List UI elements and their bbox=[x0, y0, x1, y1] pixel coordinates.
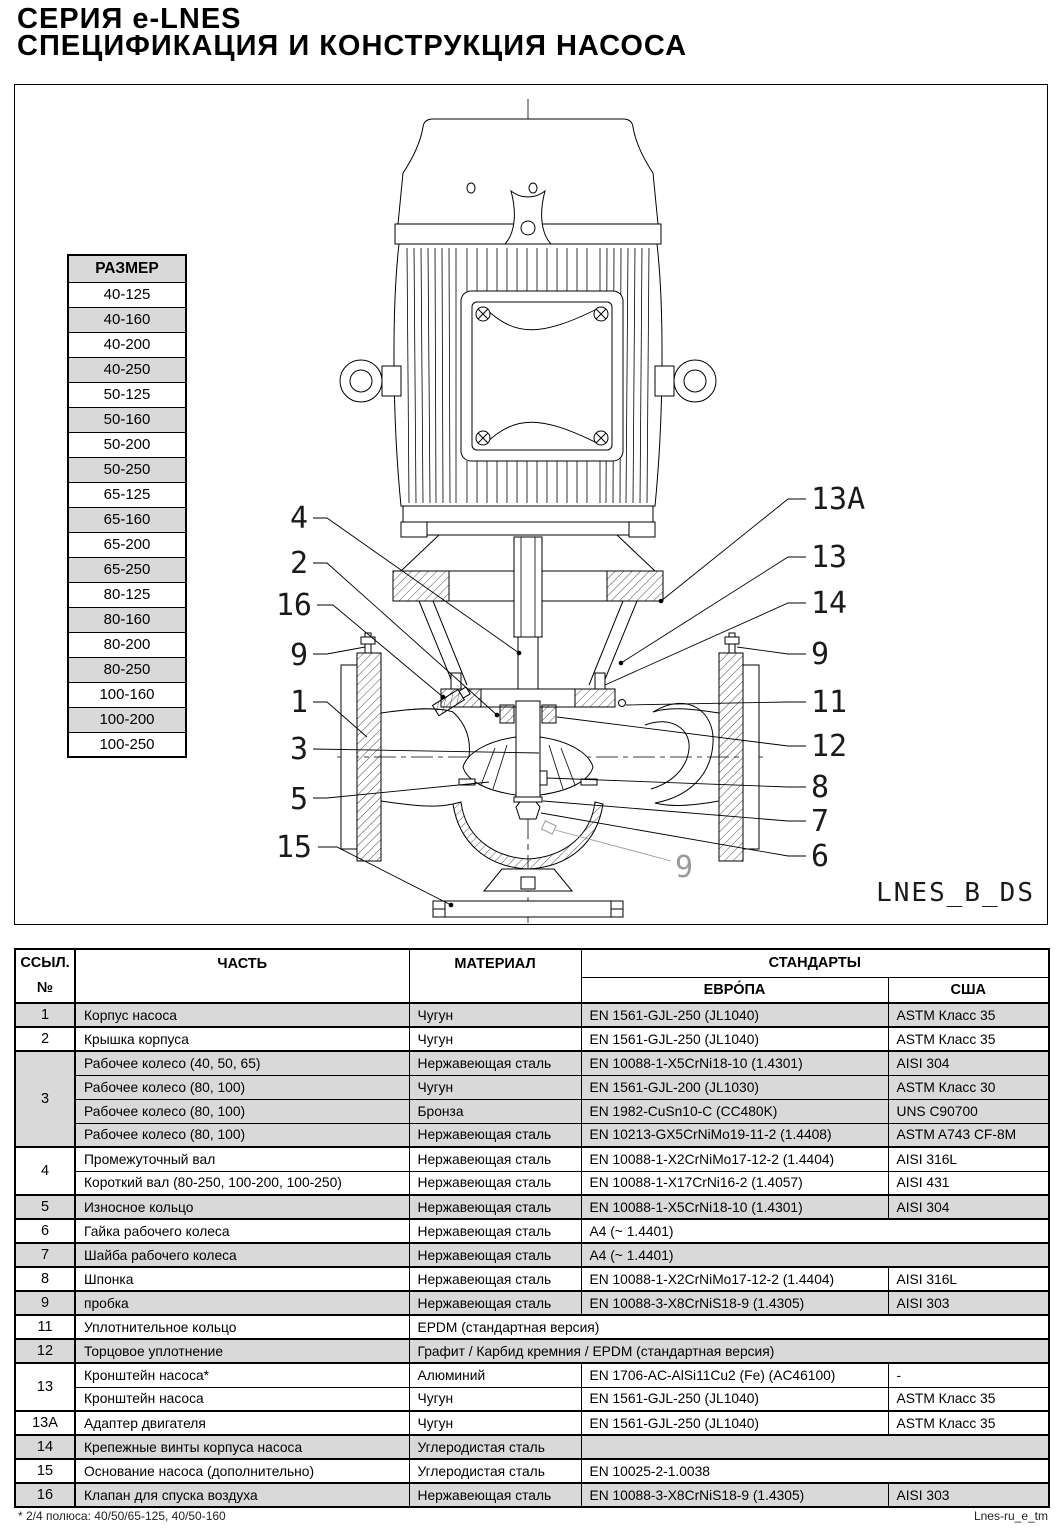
material-cell: Чугун bbox=[409, 1003, 581, 1027]
table-row bbox=[15, 1339, 1049, 1363]
table-row bbox=[15, 1075, 1049, 1099]
ref-cell: 15 bbox=[15, 1459, 75, 1483]
table-row bbox=[15, 1003, 1049, 1027]
pump-drawing-geometry bbox=[313, 99, 806, 923]
size-table-header: РАЗМЕР bbox=[68, 255, 186, 282]
size-row: 50-125 bbox=[68, 382, 186, 407]
size-table bbox=[67, 254, 187, 758]
usa-cell: AISI 304 bbox=[888, 1195, 1049, 1219]
europe-cell: EN 1982-CuSn10-C (CC480K) bbox=[581, 1099, 888, 1123]
shaft-key bbox=[540, 771, 547, 785]
table-row bbox=[15, 1483, 1049, 1507]
material-cell: Графит / Карбид кремния / EPDM (стандартная версия) bbox=[409, 1339, 1049, 1363]
callout-4: 4 bbox=[289, 501, 308, 536]
impeller bbox=[459, 701, 597, 819]
material-cell: Нержавеющая сталь bbox=[409, 1123, 581, 1147]
table-row bbox=[15, 1459, 1049, 1483]
ref-cell: 7 bbox=[15, 1243, 75, 1267]
part-cell: Рабочее колесо (80, 100) bbox=[75, 1123, 409, 1147]
callout-8: 8 bbox=[811, 770, 830, 805]
callout-13: 13 bbox=[811, 540, 848, 575]
part-cell: Адаптер двигателя bbox=[75, 1411, 409, 1435]
europe-cell: EN 1561-GJL-200 (JL1030) bbox=[581, 1075, 888, 1099]
material-cell: Нержавеющая сталь bbox=[409, 1291, 581, 1315]
callout-13A: 13A bbox=[811, 482, 866, 517]
material-cell: EPDM (стандартная версия) bbox=[409, 1315, 1049, 1339]
material-cell: Алюминий bbox=[409, 1363, 581, 1387]
usa-cell: AISI 316L bbox=[888, 1147, 1049, 1171]
ref-cell: 16 bbox=[15, 1483, 75, 1507]
europe-cell: EN 1561-GJL-250 (JL1040) bbox=[581, 1003, 888, 1027]
col-header-material: МАТЕРИАЛ bbox=[409, 949, 581, 1003]
europe-cell: A4 (~ 1.4401) bbox=[581, 1219, 1049, 1243]
europe-cell: EN 10088-1-X2CrNiMo17-12-2 (1.4404) bbox=[581, 1147, 888, 1171]
table-row bbox=[15, 1219, 1049, 1243]
table-row bbox=[15, 1291, 1049, 1315]
callout-7: 7 bbox=[811, 804, 830, 839]
callout-16: 16 bbox=[275, 588, 312, 623]
table-row bbox=[15, 1435, 1049, 1459]
part-cell: Уплотнительное кольцо bbox=[75, 1315, 409, 1339]
ref-cell: 2 bbox=[15, 1027, 75, 1051]
europe-cell: EN 10025-2-1.0038 bbox=[581, 1459, 1049, 1483]
part-cell: Гайка рабочего колеса bbox=[75, 1219, 409, 1243]
europe-cell: EN 1561-GJL-250 (JL1040) bbox=[581, 1387, 888, 1411]
part-cell: пробка bbox=[75, 1291, 409, 1315]
usa-cell: AISI 316L bbox=[888, 1267, 1049, 1291]
part-cell: Рабочее колесо (80, 100) bbox=[75, 1099, 409, 1123]
usa-cell: ASTM Класс 35 bbox=[888, 1387, 1049, 1411]
size-row: 80-250 bbox=[68, 657, 186, 682]
col-header-ref-line1: ССЫЛ. bbox=[20, 955, 70, 971]
europe-cell bbox=[581, 1435, 1049, 1459]
part-cell: Короткий вал (80-250, 100-200, 100-250) bbox=[75, 1171, 409, 1195]
callout-1: 1 bbox=[289, 685, 308, 720]
part-cell: Торцовое уплотнение bbox=[75, 1339, 409, 1363]
size-row: 100-160 bbox=[68, 682, 186, 707]
material-cell: Нержавеющая сталь bbox=[409, 1051, 581, 1075]
material-cell: Нержавеющая сталь bbox=[409, 1219, 581, 1243]
size-row: 65-160 bbox=[68, 507, 186, 532]
size-row: 40-200 bbox=[68, 332, 186, 357]
impeller-washer bbox=[514, 797, 542, 802]
table-row bbox=[15, 1363, 1049, 1387]
ref-cell: 8 bbox=[15, 1267, 75, 1291]
europe-cell: EN 1561-GJL-250 (JL1040) bbox=[581, 1411, 888, 1435]
table-row bbox=[15, 1411, 1049, 1435]
table-row bbox=[15, 1195, 1049, 1219]
ref-cell: 13 bbox=[15, 1363, 75, 1411]
table-row bbox=[15, 1267, 1049, 1291]
europe-cell: EN 1706-AC-AlSi11Cu2 (Fe) (AC46100) bbox=[581, 1363, 888, 1387]
callout-12: 12 bbox=[811, 729, 848, 764]
size-row: 80-160 bbox=[68, 607, 186, 632]
size-row: 40-125 bbox=[68, 282, 186, 307]
ref-cell: 1 bbox=[15, 1003, 75, 1027]
base-plate bbox=[433, 901, 623, 917]
size-row: 65-200 bbox=[68, 532, 186, 557]
callout-11: 11 bbox=[811, 685, 848, 720]
size-row: 80-125 bbox=[68, 582, 186, 607]
ref-cell: 13A bbox=[15, 1411, 75, 1435]
col-header-standards: СТАНДАРТЫ bbox=[581, 949, 1049, 977]
ref-cell: 12 bbox=[15, 1339, 75, 1363]
usa-cell: ASTM Класс 30 bbox=[888, 1075, 1049, 1099]
callout-3: 3 bbox=[289, 732, 308, 767]
material-cell: Нержавеющая сталь bbox=[409, 1243, 581, 1267]
part-cell: Шайба рабочего колеса bbox=[75, 1243, 409, 1267]
material-cell: Чугун bbox=[409, 1411, 581, 1435]
callout-9-left: 9 bbox=[289, 638, 308, 673]
drawing-code-label: LNES_B_DS bbox=[876, 878, 1035, 908]
material-cell: Нержавеющая сталь bbox=[409, 1147, 581, 1171]
table-row bbox=[15, 1027, 1049, 1051]
material-cell: Чугун bbox=[409, 1075, 581, 1099]
size-row: 40-250 bbox=[68, 357, 186, 382]
ref-cell: 9 bbox=[15, 1291, 75, 1315]
material-cell: Нержавеющая сталь bbox=[409, 1483, 581, 1507]
part-cell: Крышка корпуса bbox=[75, 1027, 409, 1051]
table-row bbox=[15, 1051, 1049, 1075]
size-row: 50-160 bbox=[68, 407, 186, 432]
europe-cell: EN 10088-1-X5CrNi18-10 (1.4301) bbox=[581, 1195, 888, 1219]
material-cell: Углеродистая сталь bbox=[409, 1435, 581, 1459]
europe-cell: EN 10088-3-X8CrNiS18-9 (1.4305) bbox=[581, 1291, 888, 1315]
ref-cell: 4 bbox=[15, 1147, 75, 1195]
part-cell: Клапан для спуска воздуха bbox=[75, 1483, 409, 1507]
ref-cell: 11 bbox=[15, 1315, 75, 1339]
usa-cell: UNS C90700 bbox=[888, 1099, 1049, 1123]
europe-cell: A4 (~ 1.4401) bbox=[581, 1243, 1049, 1267]
ref-cell: 14 bbox=[15, 1435, 75, 1459]
europe-cell: EN 10088-1-X17CrNi16-2 (1.4057) bbox=[581, 1171, 888, 1195]
material-cell: Нержавеющая сталь bbox=[409, 1267, 581, 1291]
europe-cell: EN 10088-3-X8CrNiS18-9 (1.4305) bbox=[581, 1483, 888, 1507]
material-cell: Углеродистая сталь bbox=[409, 1459, 581, 1483]
callout-2: 2 bbox=[289, 546, 308, 581]
material-cell: Чугун bbox=[409, 1027, 581, 1051]
callout-6: 6 bbox=[811, 839, 830, 874]
title-line-2: СПЕЦИФИКАЦИЯ И КОНСТРУКЦИЯ НАСОСА bbox=[17, 30, 688, 62]
doc-code: Lnes-ru_e_tm bbox=[973, 1509, 1048, 1523]
o-ring bbox=[619, 700, 626, 707]
ref-cell: 6 bbox=[15, 1219, 75, 1243]
usa-cell: AISI 303 bbox=[888, 1483, 1049, 1507]
table-row bbox=[15, 1147, 1049, 1171]
usa-cell: ASTM Класс 35 bbox=[888, 1027, 1049, 1051]
usa-cell: ASTM A743 CF-8M bbox=[888, 1123, 1049, 1147]
callout-9-drain: 9 bbox=[675, 850, 694, 885]
table-row bbox=[15, 1243, 1049, 1267]
material-cell: Нержавеющая сталь bbox=[409, 1195, 581, 1219]
size-row: 50-200 bbox=[68, 432, 186, 457]
callout-labels bbox=[276, 482, 1035, 908]
part-cell: Кронштейн насоса* bbox=[75, 1363, 409, 1387]
part-cell: Кронштейн насоса bbox=[75, 1387, 409, 1411]
europe-cell: EN 1561-GJL-250 (JL1040) bbox=[581, 1027, 888, 1051]
part-cell: Крепежные винты корпуса насоса bbox=[75, 1435, 409, 1459]
size-row: 65-125 bbox=[68, 482, 186, 507]
usa-cell: AISI 431 bbox=[888, 1171, 1049, 1195]
material-cell: Нержавеющая сталь bbox=[409, 1171, 581, 1195]
footnote: * 2/4 полюса: 40/50/65-125, 40/50-160 bbox=[18, 1509, 226, 1523]
size-row: 50-250 bbox=[68, 457, 186, 482]
table-row bbox=[15, 1099, 1049, 1123]
col-header-ref bbox=[15, 949, 75, 1003]
drain-plug bbox=[541, 821, 556, 834]
table-row bbox=[15, 1123, 1049, 1147]
size-row: 100-250 bbox=[68, 732, 186, 757]
ref-cell: 3 bbox=[15, 1051, 75, 1147]
col-header-part: ЧАСТЬ bbox=[75, 949, 409, 1003]
col-header-europe: ЕВРО́ПА bbox=[581, 977, 888, 1003]
col-header-ref-line2: № bbox=[36, 980, 54, 996]
ref-cell: 5 bbox=[15, 1195, 75, 1219]
europe-cell: EN 10088-1-X2CrNiMo17-12-2 (1.4404) bbox=[581, 1267, 888, 1291]
europe-cell: EN 10088-1-X5CrNi18-10 (1.4301) bbox=[581, 1051, 888, 1075]
callout-9-right: 9 bbox=[811, 637, 830, 672]
part-cell: Износное кольцо bbox=[75, 1195, 409, 1219]
size-row: 80-200 bbox=[68, 632, 186, 657]
impeller-nut bbox=[516, 802, 540, 819]
part-cell: Рабочее колесо (40, 50, 65) bbox=[75, 1051, 409, 1075]
title-line-1: СЕРИЯ e-LNES bbox=[17, 3, 242, 35]
callout-15: 15 bbox=[275, 830, 312, 865]
usa-cell: ASTM Класс 35 bbox=[888, 1411, 1049, 1435]
material-cell: Бронза bbox=[409, 1099, 581, 1123]
drawing-frame bbox=[14, 84, 1048, 925]
size-row: 40-160 bbox=[68, 307, 186, 332]
callout-14: 14 bbox=[811, 586, 848, 621]
part-cell: Рабочее колесо (80, 100) bbox=[75, 1075, 409, 1099]
part-cell: Шпонка bbox=[75, 1267, 409, 1291]
table-row bbox=[15, 1315, 1049, 1339]
usa-cell: - bbox=[888, 1363, 1049, 1387]
table-row bbox=[15, 1171, 1049, 1195]
part-cell: Корпус насоса bbox=[75, 1003, 409, 1027]
usa-cell: AISI 304 bbox=[888, 1051, 1049, 1075]
usa-cell: ASTM Класс 35 bbox=[888, 1003, 1049, 1027]
size-row: 100-200 bbox=[68, 707, 186, 732]
part-cell: Основание насоса (дополнительно) bbox=[75, 1459, 409, 1483]
material-cell: Чугун bbox=[409, 1387, 581, 1411]
mechanical-seal bbox=[500, 705, 514, 723]
parts-table bbox=[14, 948, 1050, 1508]
europe-cell: EN 10213-GX5CrNiMo19-11-2 (1.4408) bbox=[581, 1123, 888, 1147]
col-header-usa: США bbox=[888, 977, 1049, 1003]
part-cell: Промежуточный вал bbox=[75, 1147, 409, 1171]
size-row: 65-250 bbox=[68, 557, 186, 582]
table-row bbox=[15, 1387, 1049, 1411]
page-title bbox=[17, 3, 688, 62]
usa-cell: AISI 303 bbox=[888, 1291, 1049, 1315]
shaft bbox=[514, 537, 542, 701]
callout-5: 5 bbox=[289, 782, 308, 817]
